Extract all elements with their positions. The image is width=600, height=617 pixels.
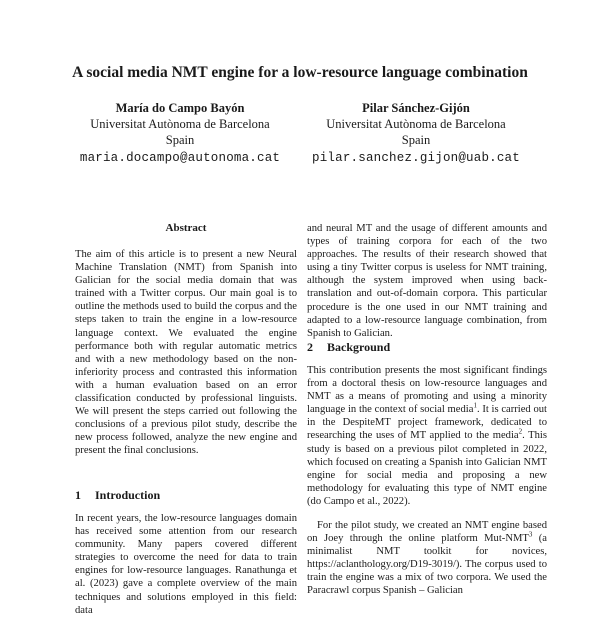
author-block-2 — [306, 100, 526, 166]
text-run: . This study is based on a previous pilot completed in 2022, which focused on creating a Spanish into Galician NMT engine for social media and proposing a new methodology for evaluating this type of NMT engine (do Campo et al., 2022). — [307, 430, 547, 507]
section-heading-introduction — [75, 488, 160, 503]
author-name: María do Campo Bayón — [115, 101, 245, 115]
section-title: Introduction — [95, 488, 161, 502]
footnote-mark: 3 — [528, 530, 533, 539]
author-email: maria.docampo@autonoma.cat — [79, 151, 281, 165]
author-country: Spain — [401, 133, 431, 147]
section-number: 2 — [307, 340, 313, 354]
text-run: . It is carried out in the DespiteMT project framework, dedicated to researching the uses of MT applied to the media — [307, 404, 547, 442]
text-run: (a minimalist NMT toolkit for novices, https://aclanthology.org/D19-3019/). The corpus used to train the engine was a mix of two corpora. We used the Paracrawl corpus Spanish – Galician — [307, 533, 547, 597]
footnote-mark: 2 — [518, 427, 523, 436]
introduction-paragraph: In recent years, the low-resource languages domain has received some attention from our research community. Many papers covered different strategies to overcome the need for data to train engines for low-resource languages. Ranathunga et al. (2023) gave a complete overview of the main techniques and solutions employed in this field: data — [75, 513, 297, 616]
abstract-heading: Abstract — [165, 222, 207, 234]
author-email: pilar.sanchez.gijon@uab.cat — [312, 151, 520, 165]
text-run: This contribution presents the most significant findings from a doctoral thesis on low-resource languages and NMT as a means of promoting and using a minority language in the context of social media — [307, 365, 547, 416]
author-affiliation: Universitat Autònoma de Barcelona — [90, 117, 270, 131]
background-paragraph-2 — [307, 519, 547, 598]
section-number: 1 — [75, 488, 81, 502]
right-column-paragraph: and neural MT and the usage of different amounts and types of training corpora for each of the two approaches. The results of their research showed that using a tiny Twitter corpus is useless for NMT training, although the system improved when using back-translation and out-of-domain corpora. This particular procedure is the one used in our NMT training and adapted to a low-resource language combination, from Spanish to Galician. — [307, 223, 547, 339]
abstract-text: The aim of this article is to present a new Neural Machine Translation (NMT) from Spanish into Galician for the social media domain that was trained with a Twitter corpus. Our main goal is to outline the methods used to build the corpus and the steps taken to train the engine in a low-resource language context. We evaluated the engine performance both with regular automatic metrics and with a new methodology based on the non-inferiority process and contrasted this information with a human evaluation based on an error classification conducted by professional linguists. We will present the steps carried out following the conclusions of a previous pilot study, describe the new process followed, analyze the new engine and present the final conclusions. — [75, 249, 297, 457]
author-name: Pilar Sánchez-Gijón — [362, 101, 470, 115]
author-affiliation: Universitat Autònoma de Barcelona — [326, 117, 506, 131]
background-paragraph-1 — [307, 364, 547, 508]
author-country: Spain — [165, 133, 195, 147]
section-title: Background — [327, 340, 391, 354]
footnote-mark: 1 — [473, 401, 477, 410]
section-heading-background — [307, 340, 390, 355]
text-run: For the pilot study, we created an NMT engine based on Joey through the online platform Mut-NMT — [307, 520, 547, 545]
author-block-1 — [70, 100, 290, 166]
paper-title: A social media NMT engine for a low-resource language combination — [72, 64, 528, 81]
